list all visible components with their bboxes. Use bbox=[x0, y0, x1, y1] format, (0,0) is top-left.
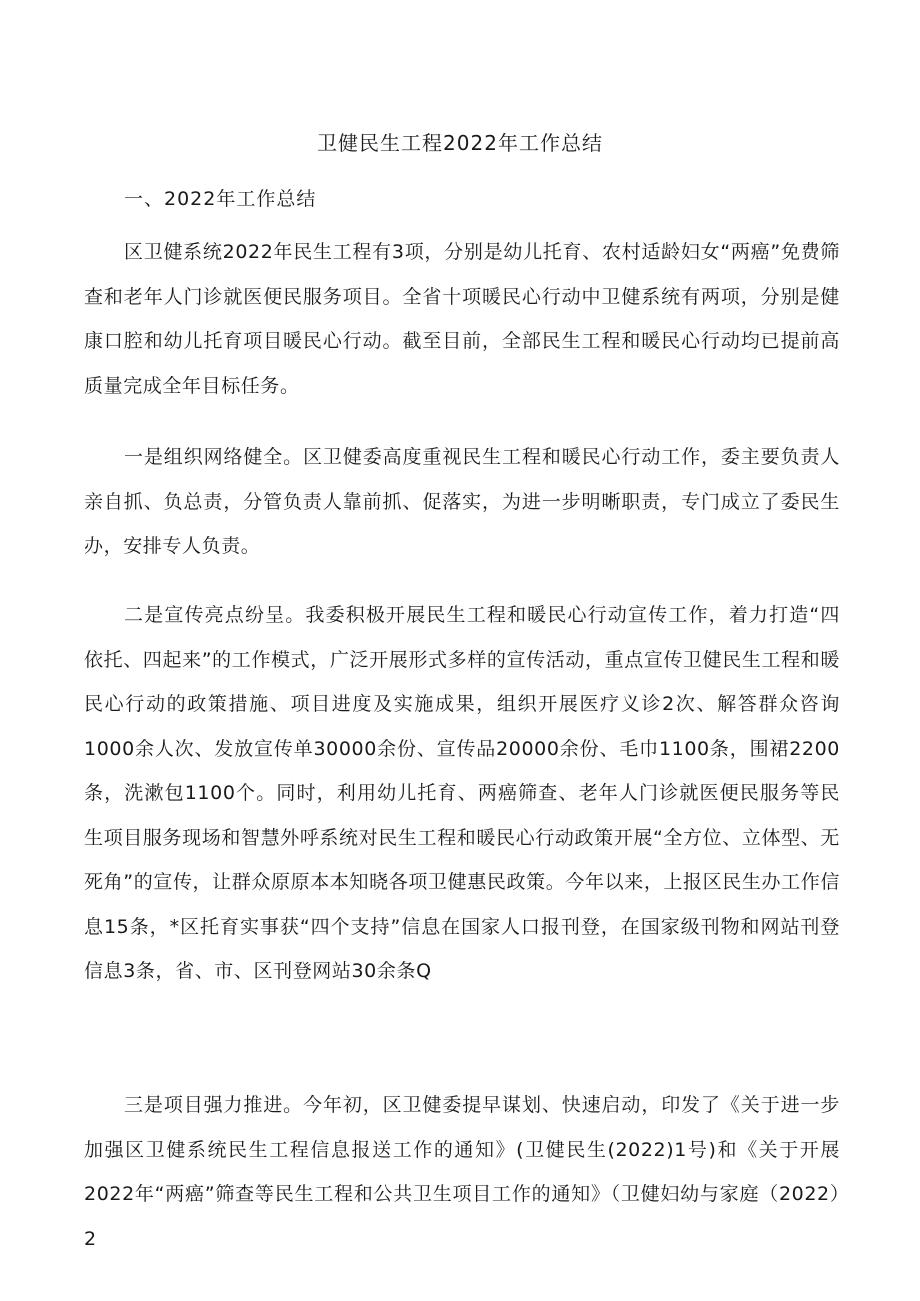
paragraph-overview: 区卫健系统2022年民生工程有3项，分别是幼儿托育、农村适龄妇女“两癌”免费筛查和老年人门诊就医便民服务项目。全省十项暖民心行动中卫健系统有两项，分别是健康口腔和幼儿托育项目暖民心行动。截至目前，全部民生工程和暖民心行动均已提前高质量完成全年目标任务。 bbox=[84, 241, 840, 397]
paragraph-organization: 一是组织网络健全。区卫健委高度重视民生工程和暖民心行动工作，委主要负责人亲自抓、负总责，分管负责人靠前抓、促落实，为进一步明晰职责，专门成立了委民生办，安排专人负责。 bbox=[84, 446, 840, 557]
paragraph-project-progress: 三是项目强力推进。今年初，区卫健委提早谋划、快速启动，印发了《关于进一步加强区卫健系统民生工程信息报送工作的通知》(卫健民生(2022)1号)和《关于开展2022年“两癌”筛查等民生工程和公共卫生项目工作的通知》（卫健妇幼与家庭（2022）2 bbox=[84, 1094, 840, 1250]
document-title: 卫健民生工程2022年工作总结 bbox=[317, 131, 603, 155]
paragraph-publicity: 二是宣传亮点纷呈。我委积极开展民生工程和暖民心行动宣传工作，着力打造“四依托、四起来”的工作模式，广泛开展形式多样的宣传活动，重点宣传卫健民生工程和暖民心行动的政策措施、项目进度及实施成果，组织开展医疗义诊2次、解答群众咨询1000余人次、发放宣传单30000余份、宣传品20000余份、毛巾1100条，围裙2200条，洗漱包1100个。同时，利用幼儿托育、两癌筛查、老年人门诊就医便民服务等民生项目服务现场和智慧外呼系统对民生工程和暖民心行动政策开展“全方位、立体型、无死角”的宣传，让群众原原本本知晓各项卫健惠民政策。今年以来，上报区民生办工作信息15条，*区托育实事获“四个支持”信息在国家人口报刊登，在国家级刊物和网站刊登信息3条，省、市、区刊登网站30余条Q bbox=[84, 604, 840, 982]
section-heading: 一、2022年工作总结 bbox=[124, 188, 317, 210]
